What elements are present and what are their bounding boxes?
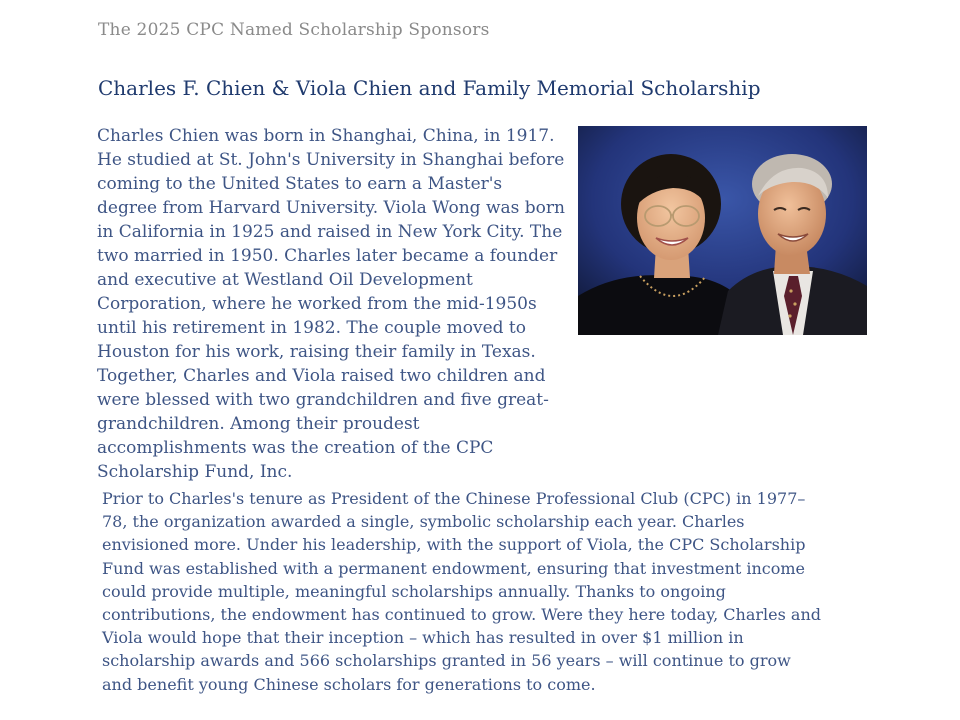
history-paragraph: Prior to Charles's tenure as President of the Chinese Professional Club (CPC) in 1977–78, the organization awarded a single, symbolic scholarship each year. Charles envisioned more. Under his leadership, with the support of Viola, the CPC Scholarship Fund was established with a permanent endowment, ensuring that investment income could provide multiple, meaningful scholarships annually. Thanks to ongoing contributions, the endowment has continued to grow. Were they here today, Charles and Viola would hope that their inception – which has resulted in over $1 million in scholarship awards and 566 scholarships granted in 56 years – will continue to grow and benefit young Chinese scholars for generations to come. — [102, 489, 821, 694]
page-header: The 2025 CPC Named Scholarship Sponsors — [98, 20, 490, 40]
scholarship-title: Charles F. Chien & Viola Chien and Family Memorial Scholarship — [98, 76, 761, 100]
couple-portrait-photo — [578, 126, 867, 335]
biography-paragraph: Charles Chien was born in Shanghai, China, in 1917. He studied at St. John's University in Shanghai before coming to the United States to earn a Master's degree from Harvard University. Viola Wong was born in California in 1925 and raised in New York City. The two married in 1950. Charles later became a founder and executive at Westland Oil Development Corporation, where he worked from the mid-1950s until his retirement in 1982. The couple moved to Houston for his work, raising their family in Texas. Together, Charles and Viola raised two children and were blessed with two grandchildren and five great-grandchildren. Among their proudest accomplishments was the creation of the CPC Scholarship Fund, Inc. — [97, 126, 565, 482]
